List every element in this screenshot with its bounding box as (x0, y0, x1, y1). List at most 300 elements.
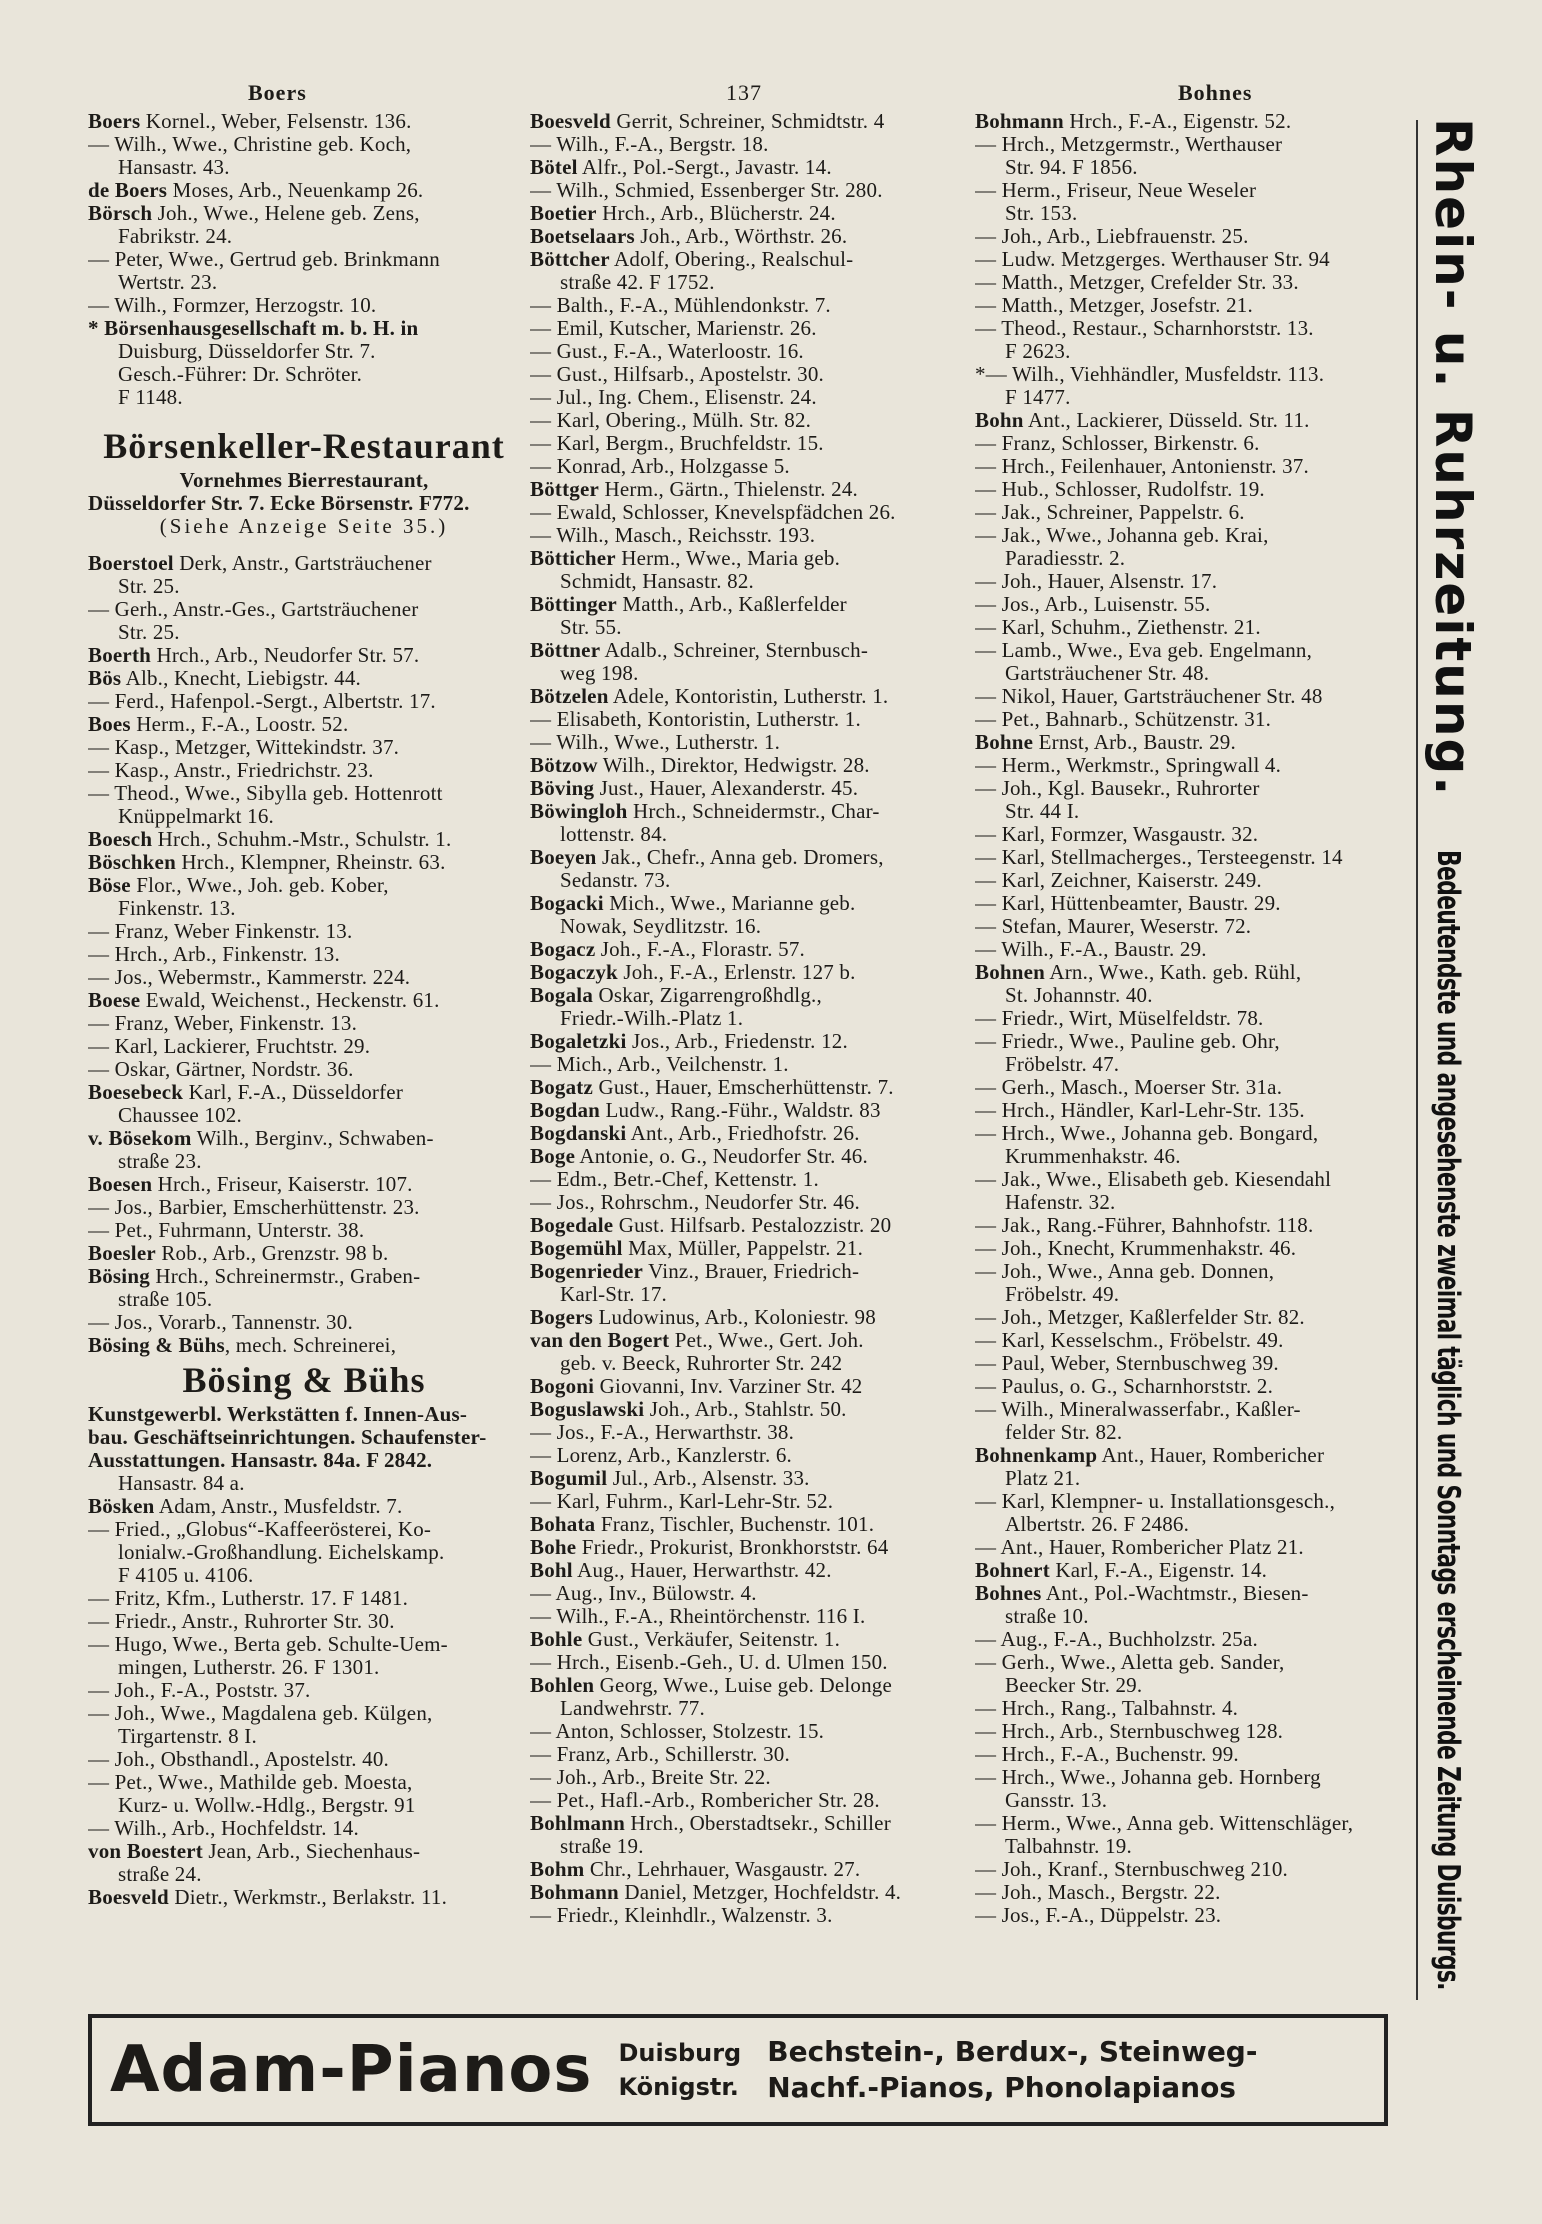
line-content (88, 1840, 420, 1863)
entry-details: — Pet., Hafl.-Arb., Rombericher Str. 28. (530, 1789, 880, 1812)
entry-details: — Gerh., Anstr.-Ges., Gartsträuchener (88, 598, 419, 621)
entry-continuation (530, 1352, 964, 1375)
directory-entry (975, 616, 1407, 639)
entry-details: Dietr., Werkmstr., Berlakstr. 11. (168, 1886, 448, 1909)
entry-details: Hrch., Klempner, Rheinstr. 63. (175, 851, 446, 874)
entry-continuation (975, 1145, 1407, 1168)
line-content (530, 225, 847, 248)
line-content (530, 1743, 790, 1766)
entry-surname: Boesler (88, 1242, 156, 1265)
entry-continuation (975, 1835, 1407, 1858)
entry-surname: Bohata (530, 1513, 596, 1536)
line-content (530, 524, 815, 547)
line-content (530, 156, 832, 179)
line-content (530, 133, 769, 156)
entry-continuation (88, 1794, 520, 1817)
entry-details: — Peter, Wwe., Gertrud geb. Brinkmann (88, 248, 441, 271)
entry-details: Max, Müller, Pappelstr. 21. (622, 1237, 864, 1260)
entry-details: — Hrch., Wwe., Johanna geb. Hornberg (975, 1766, 1321, 1789)
entry-continuation-text: geb. v. Beeck, Ruhrorter Str. 242 (560, 1352, 843, 1375)
line-content (1005, 1835, 1132, 1858)
entry-continuation (975, 156, 1407, 179)
entry-details: — Kasp., Anstr., Friedrichstr. 23. (88, 759, 374, 782)
entry-details: Joh., F.-A., Erlenstr. 127 b. (617, 961, 856, 984)
directory-entry (530, 363, 964, 386)
directory-entry (975, 869, 1407, 892)
line-content (530, 409, 811, 432)
directory-entry (530, 1329, 964, 1352)
entry-continuation-text: straße 10. (1005, 1605, 1089, 1628)
line-content (560, 570, 754, 593)
entry-continuation-text: weg 198. (560, 662, 639, 685)
directory-entry (975, 777, 1407, 800)
entry-continuation (88, 621, 520, 644)
entry-details: Herm., F.-A., Loostr. 52. (130, 713, 349, 736)
line-content (975, 1490, 1335, 1513)
entry-continuation-text: Fröbelstr. 47. (1005, 1053, 1120, 1076)
line-content (530, 1168, 819, 1191)
directory-entry (88, 1495, 520, 1518)
entry-details: — Ant., Hauer, Rombericher Platz 21. (975, 1536, 1304, 1559)
directory-entry (530, 1789, 964, 1812)
line-content (88, 1426, 486, 1449)
entry-details: Franz, Tischler, Buchenstr. 101. (595, 1513, 875, 1536)
line-content (88, 690, 436, 713)
directory-entry (88, 667, 520, 690)
entry-details: — Karl, Lackierer, Fruchtstr. 29. (88, 1035, 371, 1058)
entry-surname: Boesen (88, 1173, 153, 1196)
directory-entry (88, 1702, 520, 1725)
directory-entry (975, 432, 1407, 455)
entry-continuation (975, 984, 1407, 1007)
entry-surname: Boesch (88, 828, 153, 851)
entry-details: Flor., Wwe., Joh. geb. Kober, (130, 874, 389, 897)
line-content (1005, 1053, 1119, 1076)
entry-details: — Lamb., Wwe., Eva geb. Engelmann, (975, 639, 1313, 662)
entry-continuation (530, 1835, 964, 1858)
line-content (975, 1697, 1238, 1720)
line-content (530, 1214, 891, 1237)
entry-details: — Franz, Schlosser, Birkenstr. 6. (975, 432, 1260, 455)
line-content (975, 938, 1207, 961)
entry-surname: von Boestert (88, 1840, 203, 1863)
line-content (975, 1628, 1258, 1651)
entry-surname: Böttger (530, 478, 600, 501)
line-content (118, 1656, 380, 1679)
directory-entry (88, 1518, 520, 1541)
line-content (1005, 1674, 1142, 1697)
entry-surname: Bohle (530, 1628, 583, 1651)
line-content (88, 1633, 448, 1656)
entry-continuation (530, 1697, 964, 1720)
entry-surname: Bogdanski (530, 1122, 627, 1145)
entry-details: — Friedr., Kleinhdlr., Walzenstr. 3. (530, 1904, 833, 1927)
entry-details: Karl, F.-A., Eigenstr. 14. (1049, 1559, 1268, 1582)
entry-details: Aug., Hauer, Herwarthstr. 42. (572, 1559, 832, 1582)
line-content (118, 271, 217, 294)
entry-details: Daniel, Metzger, Hochfeldstr. 4. (618, 1881, 902, 1904)
entry-details: — Wilh., Masch., Reichsstr. 193. (530, 524, 816, 547)
entry-details: Hrch., F.-A., Eigenstr. 52. (1063, 110, 1292, 133)
entry-details: — Ludw. Metzgerges. Werthauser Str. 94 (975, 248, 1330, 271)
entry-surname: Boeyen (530, 846, 597, 869)
line-content (88, 1610, 395, 1633)
line-content (530, 1720, 824, 1743)
directory-entry (530, 1628, 964, 1651)
directory-entry (88, 202, 520, 225)
directory-entry (975, 455, 1407, 478)
line-content (118, 1288, 212, 1311)
line-content (975, 708, 1271, 731)
directory-entry (975, 961, 1407, 984)
entry-continuation (975, 1513, 1407, 1536)
directory-entry (530, 179, 964, 202)
line-content (118, 1472, 245, 1495)
entry-continuation-text: Friedr.-Wilh.-Platz 1. (560, 1007, 744, 1030)
line-content (975, 1122, 1318, 1145)
line-content (975, 915, 1251, 938)
directory-entry (530, 1398, 964, 1421)
entry-surname: Bohnen (975, 961, 1046, 984)
entry-surname: Bogacki (530, 892, 604, 915)
directory-entry (975, 593, 1407, 616)
directory-entry (975, 1398, 1407, 1421)
line-content (975, 1214, 1313, 1237)
entry-surname: de Boers (88, 179, 168, 202)
directory-entry (975, 1812, 1407, 1835)
entry-surname: Böving (530, 777, 595, 800)
entry-details: — Pet., Wwe., Mathilde geb. Moesta, (88, 1771, 413, 1794)
directory-entry (530, 1766, 964, 1789)
entry-surname: Boesveld (530, 110, 611, 133)
entry-surname: Bogala (530, 984, 594, 1007)
side-ad-title: Rhein- u. Ruhrzeitung. (1424, 118, 1482, 798)
entry-details: Jak., Chefr., Anna geb. Dromers, (596, 846, 884, 869)
directory-entry (88, 644, 520, 667)
entry-surname: * Börsenhausgesellschaft m. b. H. in (88, 317, 419, 340)
ad-title: Adam-Pianos (110, 2033, 593, 2107)
entry-details: — Karl, Klempner- u. Installationsgesch., (975, 1490, 1336, 1513)
entry-continuation (530, 616, 964, 639)
entry-surname: Boguslawski (530, 1398, 645, 1421)
entry-details: Wilh., Direktor, Hedwigstr. 28. (597, 754, 870, 777)
line-content (88, 1012, 357, 1035)
entry-continuation (88, 1564, 520, 1587)
entry-surname: Böttinger (530, 593, 617, 616)
entry-details: — Hrch., Eisenb.-Geh., U. d. Ulmen 150. (530, 1651, 888, 1674)
entry-continuation-text: F 2623. (1005, 340, 1071, 363)
entry-details: — Jak., Rang.-Führer, Bahnhofstr. 118. (975, 1214, 1314, 1237)
directory-entry (530, 1559, 964, 1582)
entry-details: — Jos., F.-A., Herwarthstr. 38. (530, 1421, 795, 1444)
entry-continuation (88, 340, 520, 363)
directory-entry (530, 294, 964, 317)
line-content (975, 961, 1301, 984)
entry-details: — Hrch., Feilenhauer, Antonienstr. 37. (975, 455, 1309, 478)
directory-entry (530, 1375, 964, 1398)
entry-details: Pet., Wwe., Gert. Joh. (669, 1329, 864, 1352)
entry-details: Friedr., Prokurist, Bronkhorststr. 64 (576, 1536, 889, 1559)
line-content (530, 708, 861, 731)
entry-details: Hrch., Schneidermstr., Char- (627, 800, 880, 823)
directory-entry (88, 943, 520, 966)
entry-continuation-text: Str. 25. (118, 575, 180, 598)
directory-entry (975, 501, 1407, 524)
entry-surname: Bohe (530, 1536, 577, 1559)
entry-continuation (975, 386, 1407, 409)
line-content (530, 685, 888, 708)
line-content (975, 869, 1262, 892)
directory-entry (530, 754, 964, 777)
line-content (88, 966, 410, 989)
entry-details: — Hrch., Händler, Karl-Lehr-Str. 135. (975, 1099, 1305, 1122)
entry-surname: Bohnenkamp (975, 1444, 1098, 1467)
entry-continuation-text: Hansastr. 43. (118, 156, 230, 179)
entry-details: — Herm., Werkmstr., Springwall 4. (975, 754, 1282, 777)
entry-continuation-text: straße 24. (118, 1863, 202, 1886)
entry-details: Ewald, Weichenst., Heckenstr. 61. (140, 989, 440, 1012)
line-content (975, 1536, 1304, 1559)
line-content (118, 225, 232, 248)
entry-continuation (88, 1863, 520, 1886)
line-content (88, 1817, 359, 1840)
line-content (530, 731, 780, 754)
entry-details: Adalb., Schreiner, Sternbusch- (600, 639, 869, 662)
directory-entry (530, 1444, 964, 1467)
entry-details: Georg, Wwe., Luise geb. Delonge (594, 1674, 893, 1697)
line-content (975, 1743, 1239, 1766)
entry-details: Hrch., Friseur, Kaiserstr. 107. (152, 1173, 413, 1196)
entry-continuation (88, 1725, 520, 1748)
line-content (560, 1007, 743, 1030)
entry-details: — Theod., Restaur., Scharnhorststr. 13. (975, 317, 1314, 340)
entry-surname: Bösken (88, 1495, 155, 1518)
line-content (975, 777, 1260, 800)
line-content (1005, 984, 1153, 1007)
directory-entry (530, 547, 964, 570)
entry-continuation-text: Str. 94. F 1856. (1005, 156, 1138, 179)
line-content (975, 1651, 1284, 1674)
line-content (975, 409, 1310, 432)
line-content (975, 593, 1210, 616)
directory-entry (88, 1771, 520, 1794)
line-content (530, 1421, 794, 1444)
directory-entry (530, 1122, 964, 1145)
directory-entry (530, 1168, 964, 1191)
entry-surname: Bötel (530, 156, 578, 179)
advertisement-line (88, 1426, 520, 1449)
entry-details: — Joh., Arb., Liebfrauenstr. 25. (975, 225, 1249, 248)
directory-entry (975, 685, 1407, 708)
entry-details: — Pet., Fuhrmann, Unterstr. 38. (88, 1219, 365, 1242)
entry-continuation (88, 271, 520, 294)
entry-continuation (88, 1104, 520, 1127)
entry-details: — Paul, Weber, Sternbuschweg 39. (975, 1352, 1279, 1375)
directory-entry (975, 1122, 1407, 1145)
entry-details: Alb., Knecht, Liebigstr. 44. (121, 667, 361, 690)
line-content (1005, 800, 1079, 823)
entry-details: — Herm., Wwe., Anna geb. Wittenschläger, (975, 1812, 1354, 1835)
entry-continuation-text: Talbahnstr. 19. (1005, 1835, 1132, 1858)
entry-details: — Edm., Betr.-Chef, Kettenstr. 1. (530, 1168, 819, 1191)
entry-continuation-text: mingen, Lutherstr. 26. F 1301. (118, 1656, 380, 1679)
directory-entry (88, 598, 520, 621)
entry-continuation-text: Paradiesstr. 2. (1005, 547, 1126, 570)
entry-surname: Bohmann (975, 110, 1064, 133)
directory-entry (975, 1375, 1407, 1398)
line-content (530, 202, 836, 225)
line-content (975, 570, 1217, 593)
entry-details: — Hub., Schlosser, Rudolfstr. 19. (975, 478, 1265, 501)
line-content (530, 386, 817, 409)
directory-entry (88, 110, 520, 133)
entry-continuation-text: Krummenhakstr. 46. (1005, 1145, 1181, 1168)
line-content (88, 1679, 311, 1702)
directory-entry (975, 1697, 1407, 1720)
line-content (88, 1173, 413, 1196)
line-content (88, 1771, 412, 1794)
entry-details: Derk, Anstr., Gartsträuchener (173, 552, 432, 575)
line-content (975, 1306, 1305, 1329)
entry-details: — Gust., Hilfsarb., Apostelstr. 30. (530, 363, 824, 386)
entry-details: — Hrch., Metzgermstr., Werthauser (975, 133, 1283, 156)
line-content (975, 1904, 1221, 1927)
line-content (530, 317, 817, 340)
directory-entry (530, 984, 964, 1007)
entry-details: , mech. Schreinerei, (224, 1334, 397, 1357)
ad-brands-line-1: Bechstein-, Berdux-, Steinweg- (767, 2035, 1258, 2068)
entry-details: — Herm., Friseur, Neue Weseler (975, 179, 1257, 202)
entry-continuation-text: Finkenstr. 13. (118, 897, 236, 920)
line-content (88, 248, 440, 271)
entry-surname: Bösing (88, 1265, 150, 1288)
entry-details: — Pet., Bahnarb., Schützenstr. 31. (975, 708, 1272, 731)
entry-surname: Boetselaars (530, 225, 635, 248)
entry-details: — Gust., F.-A., Waterloostr. 16. (530, 340, 804, 363)
line-content (1005, 386, 1071, 409)
entry-details: — Jos., F.-A., Düppelstr. 23. (975, 1904, 1222, 1927)
entry-details: — Hrch., Wwe., Johanna geb. Bongard, (975, 1122, 1319, 1145)
directory-entry (975, 179, 1407, 202)
directory-entry (975, 524, 1407, 547)
entry-details: Adam, Anstr., Musfeldstr. 7. (154, 1495, 403, 1518)
line-content (975, 1766, 1321, 1789)
entry-details: Adele, Kontoristin, Lutherstr. 1. (608, 685, 889, 708)
entry-continuation-text: straße 19. (560, 1835, 644, 1858)
line-content (530, 1628, 840, 1651)
directory-entry (530, 1490, 964, 1513)
entry-details: — Joh., F.-A., Poststr. 37. (88, 1679, 311, 1702)
entry-surname: Bogumil (530, 1467, 608, 1490)
directory-entry (530, 1651, 964, 1674)
directory-entry (88, 920, 520, 943)
entry-continuation (530, 915, 964, 938)
line-content (1005, 1421, 1122, 1444)
entry-continuation-text: F 4105 u. 4106. (118, 1564, 254, 1587)
entry-details: Matth., Arb., Kaßlerfelder (616, 593, 847, 616)
line-content (530, 892, 855, 915)
entry-surname: Bogacz (530, 938, 596, 961)
directory-entry (530, 800, 964, 823)
line-content (975, 294, 1253, 317)
directory-entry (975, 1329, 1407, 1352)
entry-details: — Ewald, Schlosser, Knevelspfädchen 26. (530, 501, 896, 524)
entry-details: — Jak., Wwe., Elisabeth geb. Kiesendahl (975, 1168, 1332, 1191)
directory-entry (530, 340, 964, 363)
entry-continuation-text: Fröbelstr. 49. (1005, 1283, 1120, 1306)
line-content (530, 547, 840, 570)
line-content (530, 800, 880, 823)
line-content (560, 1352, 842, 1375)
line-content (975, 1260, 1274, 1283)
entry-details: — Wilh., Arb., Hochfeldstr. 14. (88, 1817, 359, 1840)
entry-details: — Fried., „Globus“-Kaffeerösterei, Ko- (88, 1518, 432, 1541)
directory-entry (88, 294, 520, 317)
directory-entry (530, 731, 964, 754)
entry-continuation (530, 823, 964, 846)
line-content (975, 1444, 1324, 1467)
entry-details: — Wilh., F.-A., Rheintörchenstr. 116 I. (530, 1605, 866, 1628)
directory-entry (530, 1145, 964, 1168)
entry-continuation-text: Hansastr. 84 a. (118, 1472, 245, 1495)
entry-continuation (530, 1283, 964, 1306)
directory-entry (975, 1168, 1407, 1191)
entry-details: Herm., Wwe., Maria geb. (615, 547, 841, 570)
entry-details: — Karl, Hüttenbeamter, Baustr. 29. (975, 892, 1281, 915)
line-content (1005, 1605, 1089, 1628)
entry-details: — Aug., Inv., Bülowstr. 4. (530, 1582, 757, 1605)
advertisement-line (88, 1403, 520, 1426)
entry-details: — Wilh., F.-A., Bergstr. 18. (530, 133, 769, 156)
directory-entry (530, 317, 964, 340)
directory-entry (88, 1035, 520, 1058)
line-content (88, 736, 399, 759)
entry-surname: Bogaczyk (530, 961, 618, 984)
line-content (88, 552, 432, 575)
directory-entry (530, 1467, 964, 1490)
entry-details: — Wilh., Wwe., Lutherstr. 1. (530, 731, 781, 754)
entry-continuation-text: straße 105. (118, 1288, 213, 1311)
line-content (103, 423, 505, 469)
advertisement-subline-text: Vornehmes Bierrestaurant, (179, 469, 429, 492)
entry-continuation-text: Hafenstr. 32. (1005, 1191, 1116, 1214)
entry-details: Gust. Hilfsarb. Pestalozzistr. 20 (613, 1214, 892, 1237)
entry-continuation (88, 575, 520, 598)
directory-entry (975, 915, 1407, 938)
entry-surname: Bötzow (530, 754, 598, 777)
entry-surname: Börsch (88, 202, 153, 225)
entry-surname: Boesebeck (88, 1081, 184, 1104)
entry-details: — Jos., Barbier, Emscherhüttenstr. 23. (88, 1196, 420, 1219)
line-content (530, 1467, 810, 1490)
entry-details: — Jos., Webermstr., Kammerstr. 224. (88, 966, 411, 989)
directory-entry (88, 1265, 520, 1288)
ad-brands-line-2: Nachf.-Pianos, Phonolapianos (767, 2071, 1236, 2104)
entry-surname: Böttner (530, 639, 601, 662)
line-content (530, 1881, 901, 1904)
directory-entry (975, 1881, 1407, 1904)
entry-details: Hrch., Schreinermstr., Graben- (149, 1265, 421, 1288)
line-content (975, 1099, 1305, 1122)
entry-details: — Paulus, o. G., Scharnhorststr. 2. (975, 1375, 1274, 1398)
entry-details: Mich., Wwe., Marianne geb. (603, 892, 856, 915)
entry-details: Jean, Arb., Siechenhaus- (202, 1840, 421, 1863)
directory-entry (530, 1260, 964, 1283)
line-content (975, 639, 1312, 662)
line-content (530, 1858, 860, 1881)
line-content (530, 478, 858, 501)
spacer (88, 409, 520, 423)
